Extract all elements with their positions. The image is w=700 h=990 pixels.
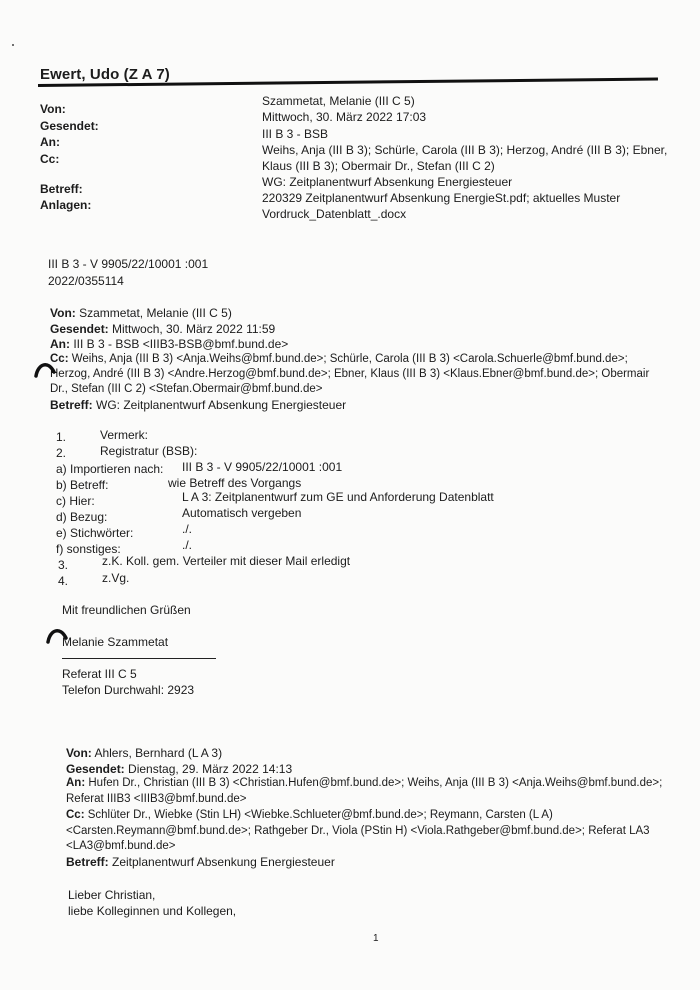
to-label: An: [40, 135, 60, 149]
msg2-cc-line3: <LA3@bmf.bund.de> [66, 840, 176, 852]
field-b-value: wie Betreff des Vorgangs [168, 476, 302, 490]
msg1-cc-line1: Cc: Weihs, Anja (III B 3) <Anja.Weihs@bmf.bund.de>; Schürle, Carola (III B 3) <Carola.Schuerle@bmf.bund.de>; [50, 353, 628, 365]
list-item-1: Vermerk: [100, 428, 149, 442]
cc-label: Cc: [40, 152, 60, 166]
msg1-sent: Gesendet: Mittwoch, 30. März 2022 11:59 [50, 322, 276, 336]
signature-rule [62, 658, 216, 659]
field-c-value: L A 3: Zeitplanentwurf zum GE und Anforderung Datenblatt [182, 490, 494, 504]
from-value: Szammetat, Melanie (III C 5) [262, 94, 415, 108]
msg1-from: Von: Szammetat, Melanie (III C 5) [50, 306, 232, 320]
attachment-value-line1: 220329 Zeitplanentwurf Absenkung EnergieSt.pdf; aktuelles Muster [262, 191, 621, 205]
list-item-4: z.Vg. [102, 571, 130, 585]
scan-artifact-mark [34, 360, 56, 378]
msg2-cc-line1: Cc: Schlüter Dr., Wiebke (Stin LH) <Wiebke.Schlueter@bmf.bund.de>; Reymann, Carsten (L A) [66, 809, 553, 821]
scan-speck [12, 44, 14, 46]
field-d-value: Automatisch vergeben [182, 506, 302, 520]
msg2-cc-line2: <Carsten.Reymann@bmf.bund.de>; Rathgeber Dr., Viola (PStin H) <Viola.Rathgeber@bmf.bund.de>; Referat LA3 [66, 825, 650, 837]
cc-value-line1: Weihs, Anja (III B 3); Schürle, Carola (III B 3); Herzog, André (III B 3); Ebner, [262, 143, 668, 157]
reference-number: III B 3 - V 9905/22/10001 :001 [48, 257, 209, 271]
subject-label: Betreff: [40, 182, 83, 196]
field-d-label: d) Bezug: [56, 510, 108, 524]
msg2-sent: Gesendet: Dienstag, 29. März 2022 14:13 [66, 762, 293, 776]
page-number: 1 [373, 933, 379, 944]
msg2-subject: Betreff: Zeitplanentwurf Absenkung Energiesteuer [66, 855, 335, 869]
closing-greeting: Mit freundlichen Grüßen [62, 603, 191, 617]
list-number-2: 2. [56, 446, 67, 460]
from-label: Von: [40, 102, 66, 116]
list-item-2: Registratur (BSB): [100, 444, 198, 458]
field-f-value: ./. [182, 538, 193, 552]
sent-label: Gesendet: [40, 119, 99, 133]
attachments-label: Anlagen: [40, 198, 92, 212]
field-e-value: ./. [182, 522, 193, 536]
sender-phone: Telefon Durchwahl: 2923 [62, 683, 195, 697]
msg2-to-line2: Referat IIIB3 <IIIB3@bmf.bund.de> [66, 793, 247, 805]
subject-value: WG: Zeitplanentwurf Absenkung Energiesteuer [262, 175, 513, 189]
field-e-label: e) Stichwörter: [56, 526, 134, 540]
list-number-4: 4. [58, 574, 69, 588]
list-number-1: 1. [56, 430, 67, 444]
msg1-to: An: III B 3 - BSB <IIIB3-BSB@bmf.bund.de> [50, 337, 289, 351]
field-a-label: a) Importieren nach: [56, 462, 164, 476]
sender-name: Melanie Szammetat [62, 635, 169, 649]
reference-id: 2022/0355114 [48, 274, 124, 288]
field-c-label: c) Hier: [56, 494, 95, 508]
list-number-3: 3. [58, 558, 69, 572]
document-owner-name: Ewert, Udo (Z A 7) [40, 66, 170, 83]
cc-value-line2: Klaus (III B 3); Obermair Dr., Stefan (III C 2) [262, 159, 495, 173]
field-a-value: III B 3 - V 9905/22/10001 :001 [182, 460, 343, 474]
list-item-3: z.K. Koll. gem. Verteiler mit dieser Mail erledigt [102, 554, 351, 568]
msg1-cc-line2: Herzog, André (III B 3) <Andre.Herzog@bmf.bund.de>; Ebner, Klaus (III B 3) <Klaus.Ebner@bmf.bund.de>; Obermair [50, 368, 650, 380]
msg1-subject: Betreff: WG: Zeitplanentwurf Absenkung Energiesteuer [50, 398, 347, 412]
msg2-from: Von: Ahlers, Bernhard (L A 3) [66, 746, 223, 760]
salutation-line1: Lieber Christian, [68, 888, 156, 902]
msg2-to-line1: An: Hufen Dr., Christian (III B 3) <Christian.Hufen@bmf.bund.de>; Weihs, Anja (III B 3) <Anja.Weihs@bmf.bund.de>; [66, 777, 663, 789]
field-f-label: f) sonstiges: [56, 542, 121, 556]
salutation-line2: liebe Kolleginnen und Kollegen, [68, 904, 237, 918]
attachment-value-line2: Vordruck_Datenblatt_.docx [262, 207, 407, 221]
sender-department: Referat III C 5 [62, 667, 137, 681]
to-value: III B 3 - BSB [262, 127, 329, 141]
field-b-label: b) Betreff: [56, 478, 109, 492]
msg1-cc-line3: Dr., Stefan (III C 2) <Stefan.Obermair@bmf.bund.de> [50, 383, 323, 395]
sent-value: Mittwoch, 30. März 2022 17:03 [262, 110, 427, 124]
